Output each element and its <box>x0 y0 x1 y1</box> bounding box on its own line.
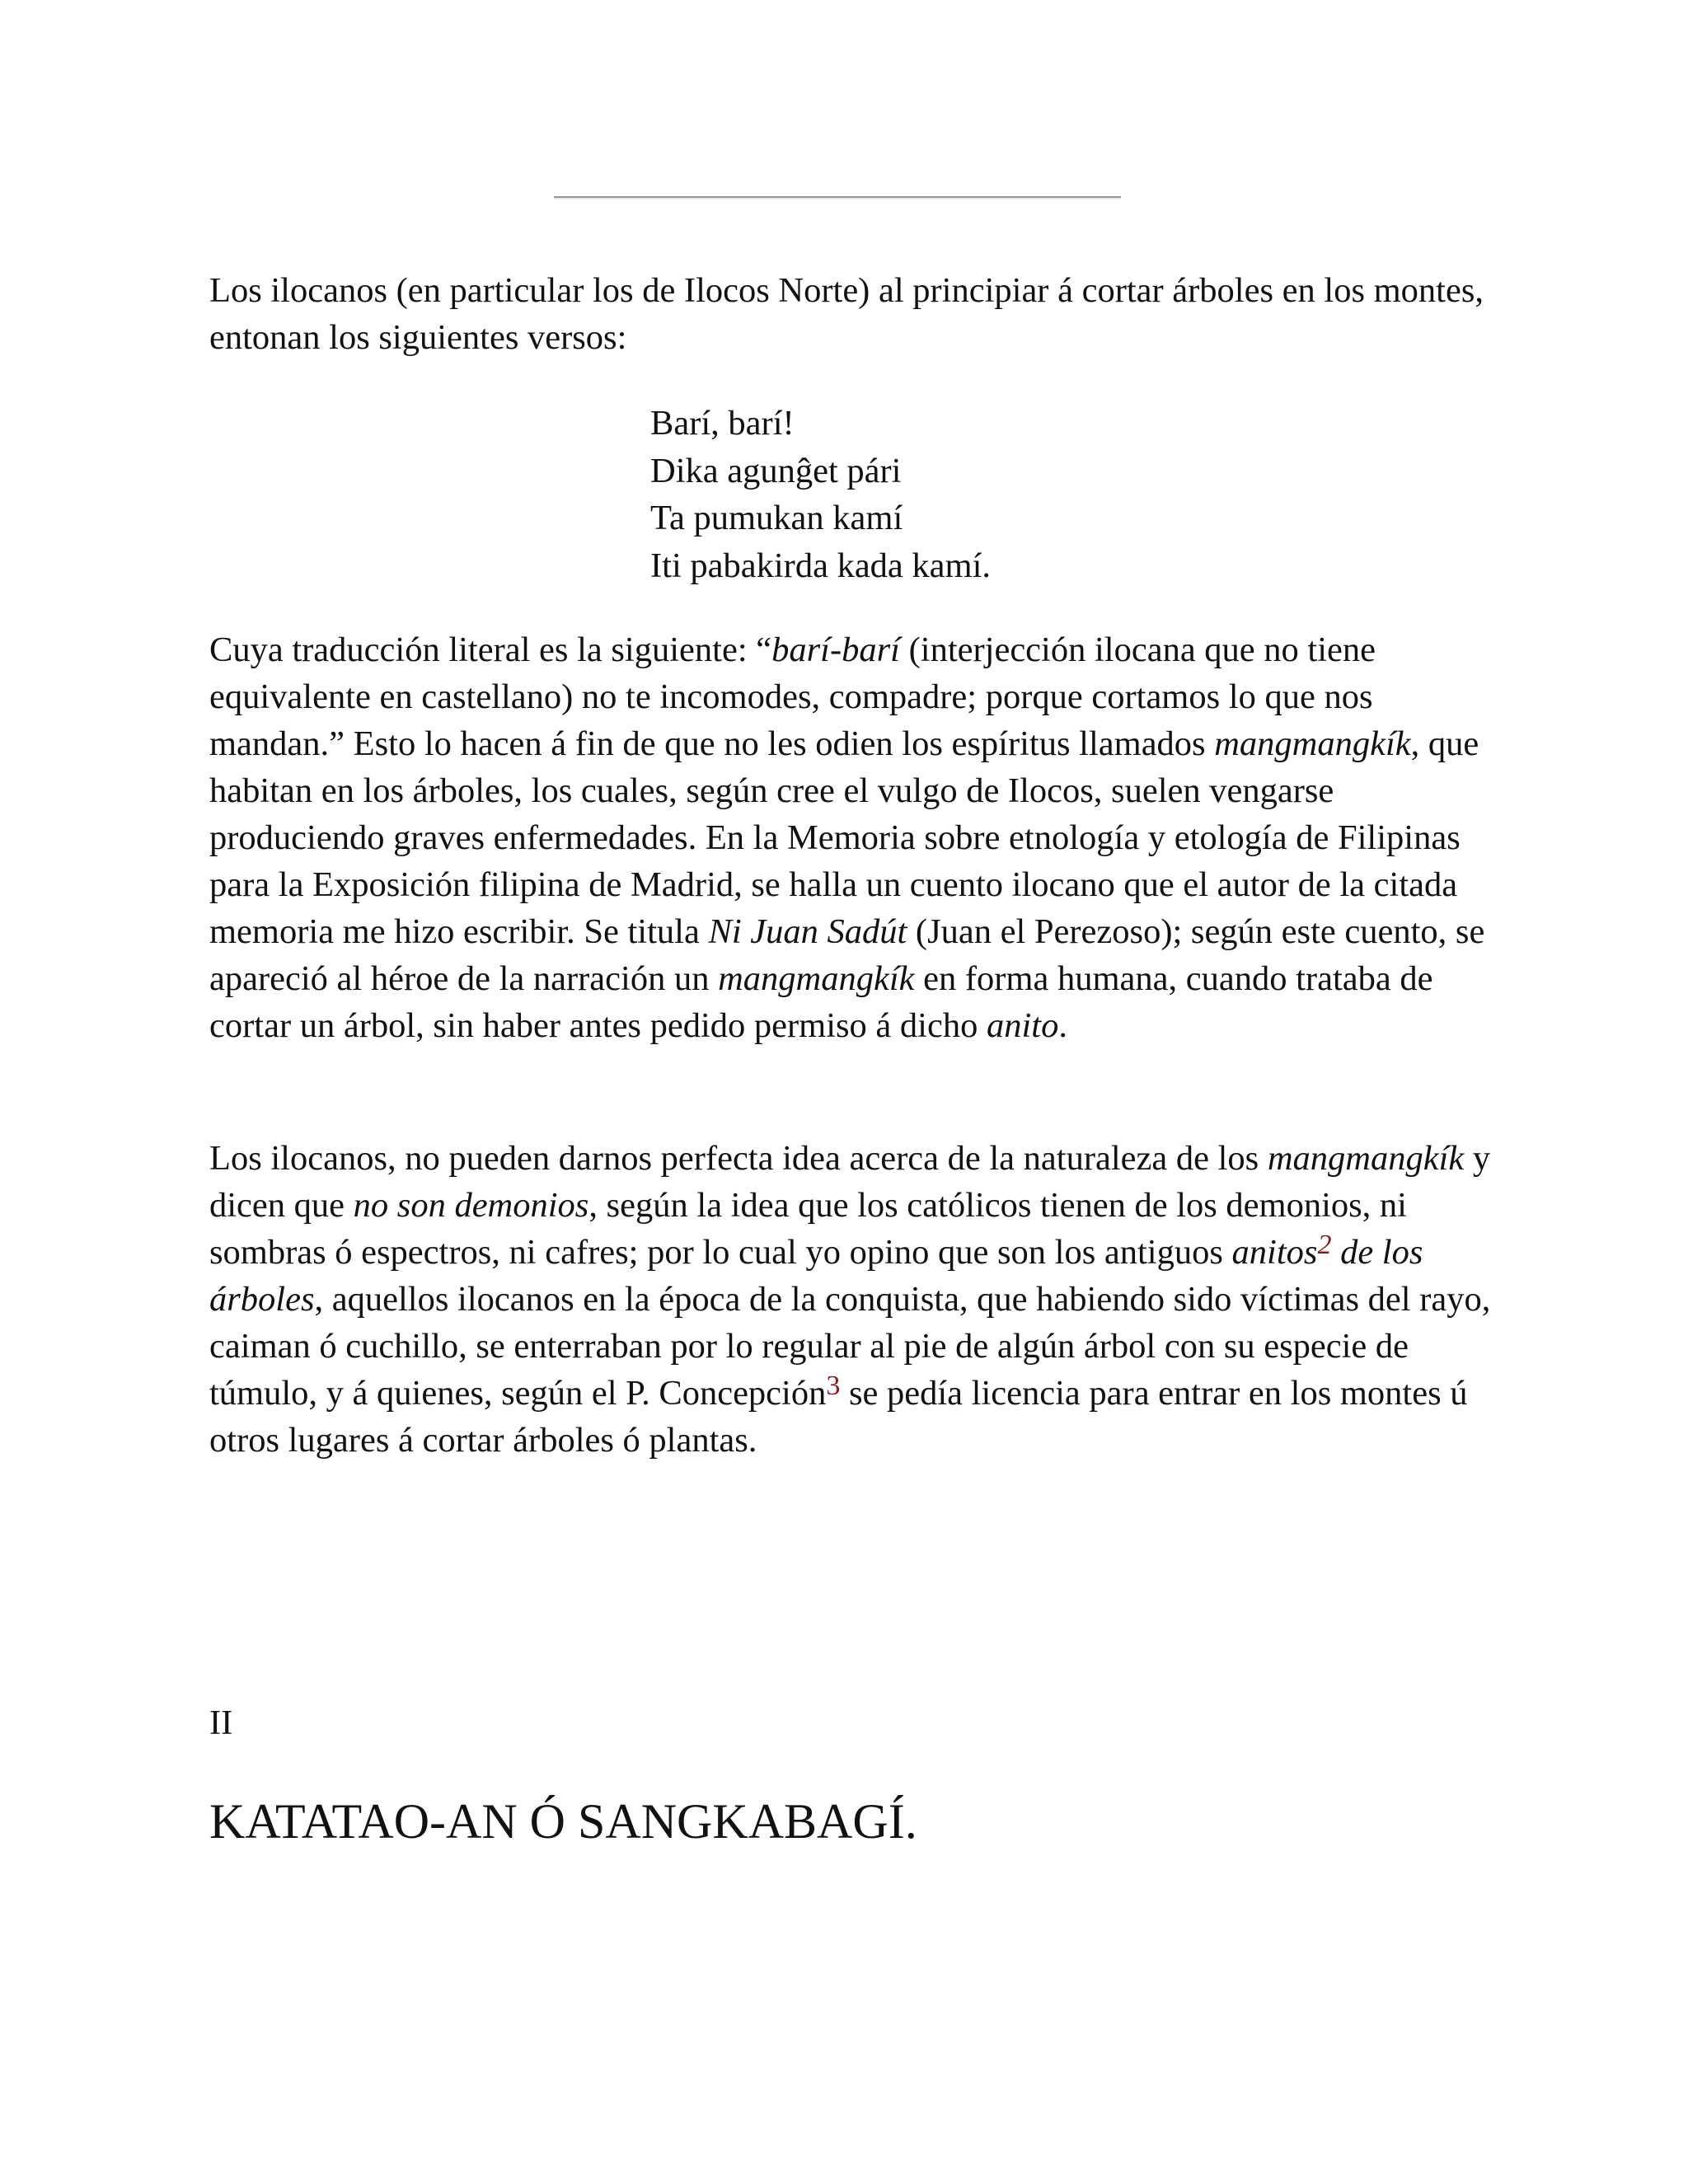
paragraph-nature <box>209 1135 1495 1464</box>
verse-line: Barí, barí! <box>650 404 795 443</box>
paragraph-intro-text: Los ilocanos (en particular los de Ilocos Norte) al principiar á cortar árboles en los montes, entonan los siguientes versos: <box>209 271 1484 357</box>
italic-term: mangmangkík <box>1267 1139 1465 1178</box>
italic-term: anito <box>986 1006 1059 1045</box>
italic-term: mangmangkík <box>718 959 915 998</box>
text-run: , que habitan en los árboles, los cuales, según cree el vulgo de Ilocos, suelen vengarse produciendo graves enfermedades. En la Memoria sobre etnología y etología de Filipinas para la Exposición filipina de Madrid, se halla un cuento ilocano que el autor de la citada memoria me hizo escribir. Se titula <box>209 724 1479 951</box>
verse-line: Ta pumukan kamí <box>650 499 903 537</box>
text-run: . <box>1058 1006 1067 1045</box>
text-run: , según la idea que los católicos tienen de los demonios, ni sombras ó espectros, ni cafres; por lo cual yo opino que son los antiguos <box>209 1186 1407 1272</box>
chapter-title: KATATAO-AN Ó SANGKABAGÍ. <box>209 1794 917 1849</box>
text-run: Cuya traducción literal es la siguiente: “ <box>209 630 772 669</box>
text-run: , aquellos ilocanos en la época de la conquista, que habiendo sido víctimas del rayo, caiman ó cuchillo, se enterraban por lo regular al pie de algún árbol con su especie de túmulo, y á quienes, según el P. Concepción <box>209 1280 1491 1413</box>
italic-phrase: no son demonios <box>353 1186 589 1225</box>
verse-block <box>650 400 991 589</box>
text-run: en forma humana, cuando trataba de cortar un árbol, sin haber antes pedido permiso á dicho <box>209 959 1433 1045</box>
paragraph-translation <box>209 626 1495 1049</box>
footnote-link-3[interactable]: 3 <box>826 1371 841 1401</box>
text-run: y dicen que <box>209 1139 1491 1225</box>
italic-term: mangmangkík <box>1214 724 1411 763</box>
text-run: se pedía licencia para entrar en los montes ú otros lugares á cortar árboles ó plantas. <box>209 1374 1468 1460</box>
section-number: II <box>209 1704 233 1742</box>
text-run: Los ilocanos, no pueden darnos perfecta idea acerca de la naturaleza de los <box>209 1139 1268 1178</box>
italic-term: anitos <box>1231 1233 1318 1272</box>
horizontal-rule <box>554 196 1121 199</box>
verse-line: Dika agunĝet pári <box>650 451 902 490</box>
paragraph-intro <box>209 267 1495 361</box>
verse-line: Iti pabakirda kada kamí. <box>650 546 992 585</box>
italic-term: barí-barí <box>771 630 900 669</box>
text-run: (interjección ilocana que no tiene equivalente en castellano) no te incomodes, compadre; porque cortamos lo que nos mandan.” Esto lo hacen á fin de que no les odien los espíritus llamados <box>209 630 1376 763</box>
text-run: (Juan el Perezoso); según este cuento, se apareció al héroe de la narración un <box>209 912 1485 998</box>
italic-phrase: de los árboles <box>209 1233 1423 1319</box>
footnote-link-2[interactable]: 2 <box>1317 1230 1332 1260</box>
italic-title: Ni Juan Sadút <box>708 912 907 951</box>
